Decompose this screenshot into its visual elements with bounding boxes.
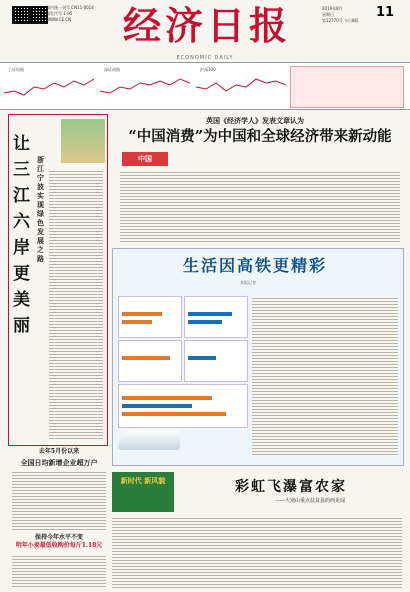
left-feature-headline: 让三江六岸更美丽 <box>13 134 30 336</box>
infographic-panel <box>118 340 182 382</box>
qr-code-icon <box>12 6 30 24</box>
masthead-left-info: 国内统一刊号 CN11-0014 邮发代号 1-95 WWW.CE.CN <box>46 5 94 22</box>
main-story-headline: “中国消费”为中国和全球经济带来新动能 <box>128 128 392 145</box>
left-story-headline-1: 全国日均新增企业超万户 <box>20 458 98 467</box>
bottom-story-headline: 彩虹飞瀑富农家 <box>235 479 347 495</box>
infographic-bar <box>122 404 192 408</box>
market-label-1: 上证综指 <box>8 67 24 72</box>
left-story-kicker-2: 保持今年水平不变 <box>34 534 83 541</box>
article-text-block <box>12 554 106 588</box>
infographic-byline: 本报记者 <box>240 280 256 285</box>
market-chart-3 <box>196 73 286 105</box>
masthead-date-info <box>322 6 402 24</box>
infographic-bar <box>122 356 170 360</box>
date: 2019年8月 <box>322 6 343 11</box>
masthead <box>0 0 410 62</box>
issue-number: 第12770号 今日8版 <box>322 18 359 23</box>
infographic-title: 生活因高铁更精彩 <box>182 256 327 275</box>
infographic-bar <box>122 412 226 416</box>
left-story-headline-2: 明年小麦最低收购价每斤1.18元 <box>15 542 103 549</box>
infographic-panel <box>184 340 248 382</box>
promo-banner <box>290 66 404 108</box>
left-feature-subhead: 浙江宁波实现绿色发展之路 <box>37 155 44 263</box>
article-text-block <box>120 170 400 244</box>
feature-photo <box>61 119 105 163</box>
infographic-bar <box>122 320 152 324</box>
bottom-story-subhead: ——大别山重点扶贫县的西见闻 <box>274 498 345 504</box>
infographic-bar <box>188 356 216 360</box>
article-text-block <box>252 296 398 456</box>
high-speed-train-illustration <box>118 430 180 450</box>
main-story-kicker: 英国《经济学人》发表文章认为 <box>206 116 304 125</box>
feature-badge: 新时代 新风貌 <box>112 472 174 512</box>
article-text-block <box>112 516 402 588</box>
article-text-block <box>12 470 106 530</box>
infographic-panel <box>118 296 182 338</box>
infographic-bar <box>122 312 162 316</box>
left-feature-box <box>8 114 108 446</box>
market-chart-2 <box>100 73 190 105</box>
infographic-bar <box>122 396 212 400</box>
newspaper-english-name: ECONOMIC DAILY <box>176 55 234 61</box>
article-text-block <box>49 169 103 439</box>
newspaper-logo: 经济日报 <box>122 3 291 48</box>
weekday: 星期日 <box>322 12 334 17</box>
left-story-kicker-1: 去年5月份以来 <box>38 448 80 455</box>
infographic-panel <box>184 296 248 338</box>
story-tag: 中国 <box>122 152 168 166</box>
market-label-2: 深证成指 <box>104 67 120 72</box>
infographic-bar <box>188 320 222 324</box>
market-chart-1 <box>4 73 94 105</box>
market-label-3: 沪深300 <box>200 67 216 72</box>
infographic-bar <box>188 312 232 316</box>
day-number: 11 <box>376 5 395 20</box>
